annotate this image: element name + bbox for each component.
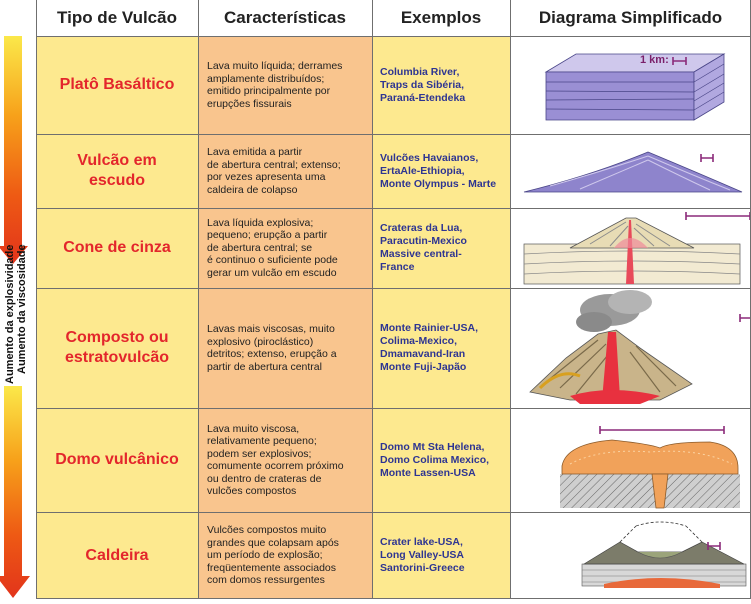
row-characteristics: Lava líquida explosiva; pequeno; erupção a partir de abertura central; se é continuo o suficiente pode gerar um vulcão em escudo <box>198 208 372 288</box>
grid-line <box>198 0 199 599</box>
row-examples: Crateras da Lua, Paracutin-Mexico Massive central- France <box>372 208 510 288</box>
side-label-explosividade: Aumento da explosividade <box>4 244 16 384</box>
grid-line <box>36 0 37 599</box>
row-examples: Crater lake-USA, Long Valley-USA Santorini-Greece <box>372 512 510 599</box>
row-examples: Domo Mt Sta Helena, Domo Colima Mexico, Monte Lassen-USA <box>372 408 510 512</box>
grid-line <box>36 288 751 289</box>
grid-line <box>36 512 751 513</box>
diagram-cone-cinza <box>510 208 751 288</box>
grid-line <box>372 0 373 599</box>
row-name: Vulcão em escudo <box>36 134 198 208</box>
row-characteristics: Lavas mais viscosas, muito explosivo (piroclástico) detritos; extenso, erupção a partir de abertura central <box>198 288 372 408</box>
diagram-estratovulcao <box>510 288 751 408</box>
grid-line <box>36 36 751 37</box>
row-examples: Columbia River, Traps da Sibéria, Paraná-Etendeka <box>372 36 510 134</box>
row-name: Cone de cinza <box>36 208 198 288</box>
row-characteristics: Lava muito viscosa, relativamente pequeno; podem ser explosivos; comumente ocorrem próximo ou dentro de crateras de vulcões compostos <box>198 408 372 512</box>
row-name: Composto ou estratovulcão <box>36 288 198 408</box>
row-name: Caldeira <box>36 512 198 599</box>
grid-line <box>36 134 751 135</box>
grid-line <box>36 208 751 209</box>
scale-label: 1 km: <box>640 54 669 66</box>
row-name: Platô Basáltico <box>36 36 198 134</box>
header-caracteristicas: Características <box>198 0 372 36</box>
row-examples: Monte Rainier-USA, Colima-Mexico, Dmamavand-Iran Monte Fuji-Japão <box>372 288 510 408</box>
row-examples: Vulcões Havaianos, ErtaAle-Ethiopia, Monte Olympus - Marte <box>372 134 510 208</box>
diagram-caldeira <box>510 512 751 599</box>
diagram-vulcao-escudo <box>510 134 751 208</box>
side-label-viscosidade: Aumento da viscosidade <box>16 244 28 374</box>
header-tipo: Tipo de Vulcão <box>36 0 198 36</box>
row-characteristics: Lava muito líquida; derrames amplamente distribuídos; emitido principalmente por erupções fissurais <box>198 36 372 134</box>
row-characteristics: Vulcões compostos muito grandes que colapsam após um período de explosão; freqüentemente associados com domos ressurgentes <box>198 512 372 599</box>
row-characteristics: Lava emitida a partir de abertura central; extenso; por vezes apresenta uma caldeira de colapso <box>198 134 372 208</box>
diagram-plato-basaltico <box>510 36 751 134</box>
diagram-domo-vulcanico <box>510 408 751 512</box>
header-diagrama: Diagrama Simplificado <box>510 0 751 36</box>
row-name: Domo vulcânico <box>36 408 198 512</box>
grid-line <box>36 408 751 409</box>
header-exemplos: Exemplos <box>372 0 510 36</box>
grid-line <box>510 0 511 599</box>
volcano-table <box>36 0 751 599</box>
